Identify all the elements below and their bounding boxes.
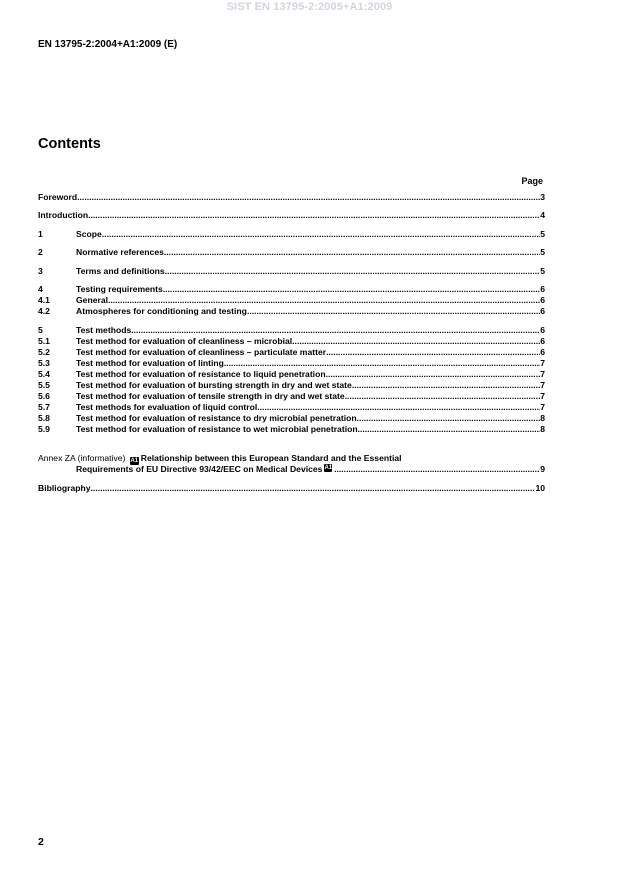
toc-entry-title: Test method for evaluation of cleanliness – microbial <box>76 336 293 346</box>
toc-leader-dots <box>77 192 540 203</box>
toc-entry-page: 7 <box>540 369 545 379</box>
toc-entry-5-7[interactable] <box>38 402 545 413</box>
toc-entry-page: 6 <box>540 295 545 305</box>
toc-entry-page: 9 <box>540 464 545 474</box>
toc-leader-dots <box>88 210 540 221</box>
toc-entry-number: 2 <box>38 247 43 257</box>
toc-leader-dots <box>334 464 540 475</box>
page-column-label: Page <box>521 176 543 186</box>
toc-entry-page: 6 <box>540 336 545 346</box>
toc-entry-title: General <box>76 295 109 305</box>
toc-entry-1[interactable] <box>38 229 545 240</box>
toc-entry-3[interactable] <box>38 266 545 277</box>
watermark: SIST EN 13795-2:2005+A1:2009 <box>226 1 393 13</box>
toc-entry-foreword[interactable] <box>38 192 545 203</box>
annex-title-line1: Relationship between this European Standard and the Essential <box>140 453 402 463</box>
toc-entry-5-4[interactable] <box>38 369 545 380</box>
toc-entry-title: Atmospheres for conditioning and testing <box>76 306 247 316</box>
toc-entry-page: 7 <box>540 380 545 390</box>
toc-entry-5-8[interactable] <box>38 413 545 424</box>
amendment-end-icon <box>324 464 332 472</box>
contents-title: Contents <box>38 136 101 152</box>
toc-entry-title: Test methods <box>76 325 132 335</box>
toc-leader-dots <box>326 347 540 358</box>
toc-entry-number: 5.7 <box>38 402 50 412</box>
toc-entry-number: 4 <box>38 284 43 294</box>
toc-entry-title: Test method for evaluation of cleanliness – particulate matter <box>76 347 327 357</box>
toc-entry-page: 5 <box>540 247 545 257</box>
annex-prefix: Annex ZA (informative) <box>38 453 126 463</box>
toc-entry-title: Bibliography <box>38 483 91 493</box>
toc-entry-number: 4.2 <box>38 306 50 316</box>
toc-entry-number: 5.6 <box>38 391 50 401</box>
toc-leader-dots <box>352 380 540 391</box>
toc-entry-bibliography[interactable] <box>38 483 545 494</box>
toc-leader-dots <box>102 229 540 240</box>
toc-entry-page: 7 <box>540 391 545 401</box>
toc-entry-title: Test method for evaluation of resistance to dry microbial penetration <box>76 413 357 423</box>
toc-entry-5[interactable] <box>38 325 545 336</box>
toc-entry-number: 5.9 <box>38 424 50 434</box>
toc-entry-page: 4 <box>540 210 545 220</box>
toc-entry-5-3[interactable] <box>38 358 545 369</box>
toc-entry-page: 3 <box>540 192 545 202</box>
toc-entry-number: 5.1 <box>38 336 50 346</box>
toc-entry-5-5[interactable] <box>38 380 545 391</box>
toc-entry-page: 5 <box>540 229 545 239</box>
toc-leader-dots <box>326 369 541 380</box>
toc-entry-title: Testing requirements <box>76 284 163 294</box>
toc-entry-title: Scope <box>76 229 102 239</box>
toc-entry-page: 6 <box>540 347 545 357</box>
toc-entry-5-1[interactable] <box>38 336 545 347</box>
toc-entry-number: 5.4 <box>38 369 50 379</box>
toc-entry-number: 5 <box>38 325 43 335</box>
toc-entry-2[interactable] <box>38 247 545 258</box>
toc-entry-title: Test method for evaluation of tensile strength in dry and wet state <box>76 391 345 401</box>
toc-entry-title: Test method for evaluation of bursting strength in dry and wet state <box>76 380 352 390</box>
toc-entry-page: 8 <box>540 424 545 434</box>
toc-leader-dots <box>108 295 540 306</box>
toc-entry-page: 8 <box>540 413 545 423</box>
toc-entry-number: 3 <box>38 266 43 276</box>
toc-entry-number: 4.1 <box>38 295 50 305</box>
page-number: 2 <box>38 836 44 848</box>
toc-leader-dots <box>292 336 540 347</box>
toc-entry-title: Test method for evaluation of linting <box>76 358 224 368</box>
toc-entry-page: 6 <box>540 306 545 316</box>
toc-entry-title: Test method for evaluation of resistance to liquid penetration <box>76 369 326 379</box>
toc-leader-dots <box>247 306 540 317</box>
toc-entry-title: Normative references <box>76 247 164 257</box>
toc-leader-dots <box>131 325 540 336</box>
toc-entry-page: 6 <box>540 325 545 335</box>
toc-leader-dots <box>163 284 540 295</box>
toc-leader-dots <box>345 391 541 402</box>
toc-entry-number: 5.3 <box>38 358 50 368</box>
toc-entry-page: 7 <box>540 402 545 412</box>
toc-leader-dots <box>164 247 540 258</box>
toc-entry-number: 5.5 <box>38 380 50 390</box>
toc-entry-title: Introduction <box>38 210 89 220</box>
toc-entry-title: Foreword <box>38 192 78 202</box>
toc-entry-5-6[interactable] <box>38 391 545 402</box>
toc-entry-title: Test methods for evaluation of liquid control <box>76 402 258 412</box>
toc-entry-page: 5 <box>540 266 545 276</box>
amendment-start-label: A1 <box>130 458 139 464</box>
toc-entry-4-2[interactable] <box>38 306 545 317</box>
toc-entry-5-2[interactable] <box>38 347 545 358</box>
toc-leader-dots <box>257 402 540 413</box>
toc-entry-title: Test method for evaluation of resistance to wet microbial penetration <box>76 424 358 434</box>
amendment-end-label: A1 <box>324 465 333 471</box>
toc-entry-number: 5.2 <box>38 347 50 357</box>
toc-entry-4[interactable] <box>38 284 545 295</box>
toc-entry-5-9[interactable] <box>38 424 545 435</box>
toc-entry-introduction[interactable] <box>38 210 545 221</box>
toc-entry-number: 1 <box>38 229 43 239</box>
toc-entry-title: Terms and definitions <box>76 266 165 276</box>
toc-leader-dots <box>357 413 541 424</box>
toc-entry-page: 6 <box>540 284 545 294</box>
toc-leader-dots <box>91 483 536 494</box>
document-id: EN 13795-2:2004+A1:2009 (E) <box>38 39 178 50</box>
toc-entry-page: 7 <box>540 358 545 368</box>
toc-entry-4-1[interactable] <box>38 295 545 306</box>
toc-leader-dots <box>358 424 541 435</box>
annex-title-line2: Requirements of EU Directive 93/42/EEC on Medical Devices <box>76 464 323 474</box>
toc-entry-number: 5.8 <box>38 413 50 423</box>
toc-entry-page: 10 <box>535 483 545 493</box>
toc-leader-dots <box>224 358 540 369</box>
toc-leader-dots <box>165 266 541 277</box>
